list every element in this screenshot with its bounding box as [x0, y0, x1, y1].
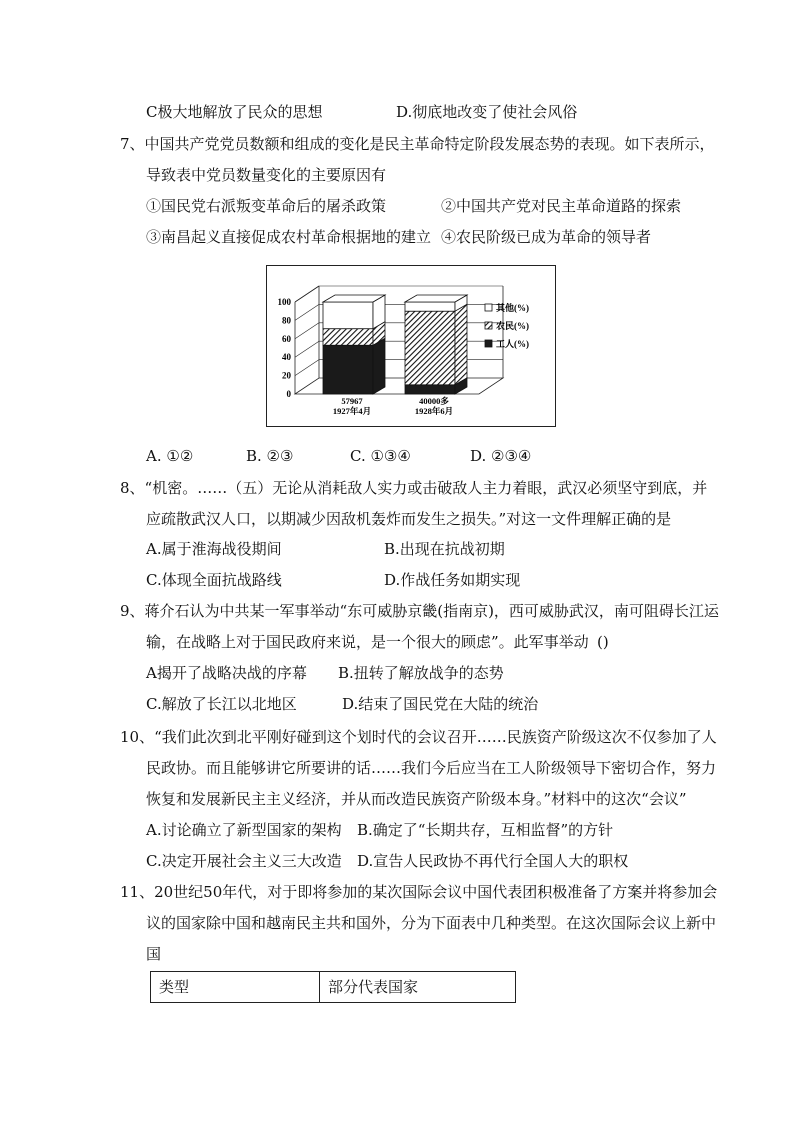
bar-segment — [405, 385, 455, 394]
bar-segment — [405, 311, 455, 385]
q7-item-4: ④农民阶级已成为革命的领导者 — [441, 228, 652, 246]
y-tick-label: 100 — [277, 297, 291, 307]
x-tick-label: 40000多 — [419, 396, 449, 406]
chart-gridline-side — [295, 360, 319, 376]
q8-option-c: C.体现全面抗战路线 — [146, 571, 282, 589]
chart-gridline-side — [295, 304, 319, 320]
q7-stem-line1: 7、中国共产党党员数额和组成的变化是民主革命特定阶段发展态势的表现。如下表所示， — [120, 135, 715, 153]
x-tick-label: 57967 — [341, 396, 363, 406]
q11-stem-line1: 11、20世纪50年代，对于即将参加的某次国际会议中国代表团积极准备了方案并将参加会 — [120, 883, 718, 901]
q7-item-2: ②中国共产党对民主革命道路的探索 — [441, 197, 682, 215]
q11-stem-line2: 议的国家除中国和越南民主共和国外，分为下面表中几种类型。在这次国际会议上新中 — [146, 914, 717, 932]
legend-label: 其他(%) — [496, 303, 529, 313]
q7-option-c: C. ①③④ — [350, 447, 411, 465]
q8-option-b: B.出现在抗战初期 — [384, 540, 505, 558]
q8-option-d: D.作战任务如期实现 — [384, 571, 521, 589]
q10-option-b: B.确定了“长期共存，互相监督”的方针 — [357, 821, 614, 839]
chart-gridline-side — [295, 323, 319, 339]
q10-option-d: D.宣告人民政协不再代行全国人大的职权 — [357, 852, 629, 870]
chart-xlabels — [333, 396, 453, 416]
y-tick-label: 80 — [282, 315, 291, 326]
q7-stem-line2: 导致表中党员数量变化的主要原因有 — [146, 166, 387, 184]
y-tick-label: 60 — [282, 333, 291, 344]
chart-svg — [267, 266, 554, 425]
q10-stem-line3: 恢复和发展新民主主义经济，并从而改造民族资产阶级本身。”材料中的这次“会议” — [146, 790, 687, 808]
q9-option-b: B.扭转了解放战争的态势 — [338, 664, 504, 682]
legend-swatch — [485, 322, 492, 329]
bar-segment — [323, 329, 373, 346]
q7-option-d: D. ②③④ — [470, 447, 532, 465]
bar-side — [455, 304, 467, 385]
legend-swatch — [485, 304, 492, 311]
q9-option-c: C.解放了长江以北地区 — [146, 695, 297, 713]
chart-gridline-side — [295, 286, 319, 302]
q7-option-a: A. ①② — [146, 447, 194, 465]
q8-stem-line2: 应疏散武汉人口，以期减少因敌机轰炸而发生之损失。”对这一文件理解正确的是 — [146, 510, 672, 528]
bar-side — [373, 338, 385, 394]
q8-stem-line1: 8、“机密。……（五）无论从消耗敌人实力或击破敌人主力着眼，武汉必须坚守到底，并 — [120, 479, 708, 497]
q10-option-c: C.决定开展社会主义三大改造 — [146, 852, 342, 870]
bar-segment — [323, 345, 373, 394]
q9-option-a: A揭开了战略决战的序幕 — [146, 664, 307, 682]
party-member-chart — [266, 265, 556, 427]
chart-legend — [485, 302, 529, 349]
q10-stem-line1: 10、“我们此次到北平刚好碰到这个划时代的会议召开……民族资产阶级这次不仅参加了人 — [120, 728, 717, 746]
q8-option-a: A.属于淮海战役期间 — [146, 540, 282, 558]
q11-table — [150, 971, 516, 1003]
q7-item-1: ①国民党右派叛变革命后的屠杀政策 — [146, 197, 387, 215]
y-tick-label: 40 — [282, 352, 291, 363]
q7-option-b: B. ②③ — [246, 447, 294, 465]
q10-option-a: A.讨论确立了新型国家的架构 — [146, 821, 342, 839]
q10-stem-line2: 民政协。而且能够讲它所要讲的话……我们今后应当在工人阶级领导下密切合作，努力 — [146, 759, 717, 777]
q9-stem-line1: 9、蒋介石认为中共某一军事举动“东可威胁京畿(指南京)，西可威胁武汉，南可阻碍长江运 — [120, 602, 719, 620]
q6-option-d: D.彻底地改变了使社会风俗 — [396, 103, 578, 121]
x-tick-label: 1927年4月 — [332, 406, 372, 416]
q11-stem-line3: 国 — [146, 945, 162, 963]
x-tick-label: 1928年6月 — [414, 406, 454, 416]
chart-ticks — [278, 297, 292, 399]
q6-option-c: C极大地解放了民众的思想 — [146, 103, 323, 121]
bar-segment — [323, 302, 373, 329]
q9-stem-line2: 输，在战略上对于国民政府来说，是一个很大的顾虑”。此军事举动 — [146, 633, 589, 651]
q7-item-3: ③南昌起义直接促成农村革命根据地的建立 — [146, 228, 432, 246]
legend-label: 工人(%) — [496, 339, 529, 349]
legend-swatch — [485, 340, 492, 347]
table-header-type: 类型 — [151, 972, 320, 1002]
chart-gridline-side — [295, 341, 319, 357]
table-header-countries: 部分代表国家 — [328, 978, 419, 996]
bar-segment — [405, 302, 455, 311]
y-tick-label: 20 — [282, 370, 291, 381]
legend-label: 农民(%) — [496, 321, 529, 331]
y-tick-label: 0 — [286, 389, 291, 399]
q9-answer-blank: () — [597, 633, 609, 651]
q9-option-d: D.结束了国民党在大陆的统治 — [342, 695, 539, 713]
